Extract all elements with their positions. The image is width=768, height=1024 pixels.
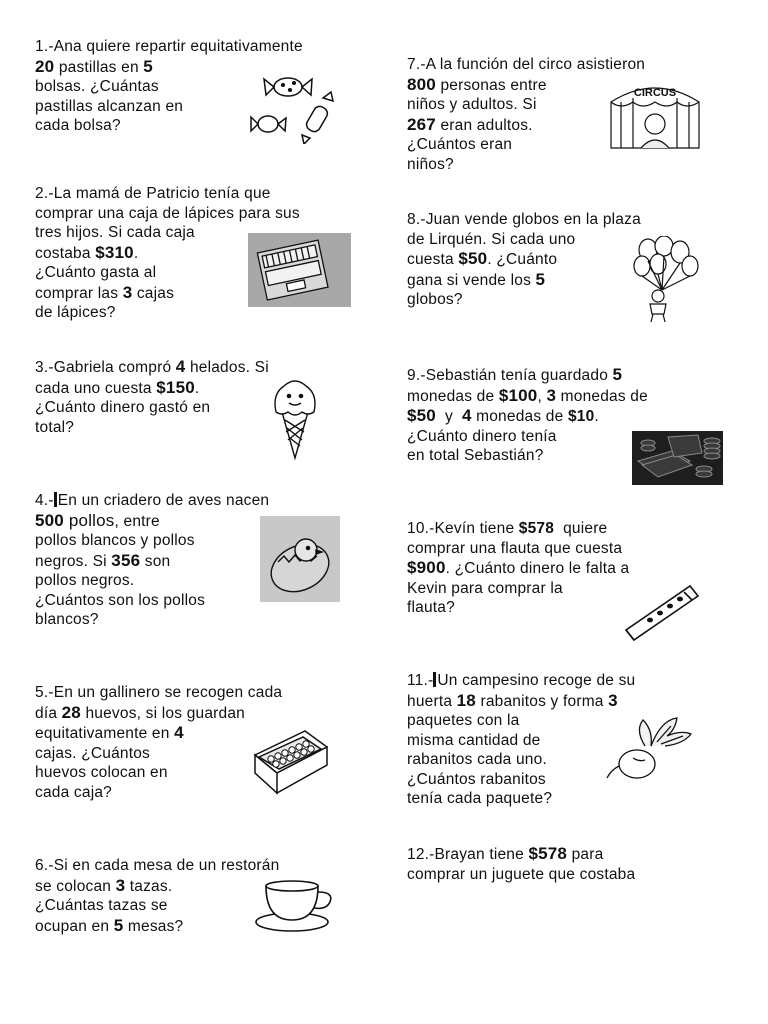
problem-text: 8.-Juan vende globos en la plaza <box>407 211 641 228</box>
egg-carton-icon <box>247 725 333 797</box>
problem-text: globos? <box>407 291 463 308</box>
problem-text: paquetes con la <box>407 712 520 729</box>
candies-icon <box>250 72 345 144</box>
problem-text: de lápices? <box>35 304 116 321</box>
number: 3 <box>122 282 133 302</box>
problem-6 <box>35 856 279 936</box>
problem-text: ¿Cuánto gasta al <box>35 264 157 281</box>
problem-text: rabanitos cada uno. <box>407 751 547 768</box>
circus-sign: CIRCUS <box>633 87 677 99</box>
flute-icon <box>620 578 702 642</box>
problem-text: pollos negros. <box>35 572 135 589</box>
problem-text: comprar una flauta que cuesta <box>407 539 623 557</box>
problem-text: día <box>35 704 62 722</box>
problem-text: . ¿Cuánto dinero le falta a <box>445 560 630 577</box>
problem-4 <box>35 491 269 630</box>
number: 3 <box>546 385 557 405</box>
number: $900 <box>407 558 446 577</box>
problem-3 <box>35 357 269 437</box>
problem-text: ¿Cuánto dinero tenía <box>407 427 557 445</box>
problem-9 <box>407 365 648 466</box>
number: 18 <box>456 690 476 710</box>
problem-text: de Lirquén. Si cada uno <box>407 230 576 248</box>
problem-text: se colocan <box>35 877 116 895</box>
problem-text: tres hijos. Si cada caja <box>35 224 195 241</box>
text-cursor-mark <box>54 492 57 507</box>
problem-text: Un campesino recoge de su <box>437 672 636 689</box>
problem-text: pollos <box>63 510 115 530</box>
number: 356 <box>111 550 141 570</box>
problem-text: niños? <box>407 155 454 173</box>
problem-text: pastillas en <box>54 58 144 76</box>
problem-text: son <box>140 552 171 570</box>
problem-text: flauta? <box>407 599 455 616</box>
problem-text: comprar las <box>35 284 123 302</box>
number: $310 <box>95 242 134 262</box>
number: 28 <box>61 702 81 722</box>
problem-text: cajas <box>132 284 175 302</box>
teacup-icon <box>252 876 338 934</box>
problem-text: personas entre <box>435 76 547 94</box>
problem-text: niños y adultos. Si <box>407 96 537 113</box>
problem-text: pollos blancos y pollos <box>35 532 195 549</box>
problem-text: cajas. ¿Cuántos <box>35 744 150 762</box>
problem-text: . <box>194 379 200 397</box>
problem-text: eran adultos. <box>435 116 533 134</box>
pencil-box-icon <box>248 233 351 307</box>
coins-icon <box>632 431 723 485</box>
problem-text: 12.-Brayan tiene <box>407 846 529 863</box>
number: 3 <box>608 690 618 710</box>
number: 267 <box>407 114 436 134</box>
problem-text: 3.-Gabriela compró <box>35 359 176 376</box>
problem-text: rabanitos y forma <box>475 692 609 710</box>
problem-text: cada uno cuesta <box>35 379 157 397</box>
problem-text: 10.-Kevín tiene <box>407 520 519 537</box>
problem-text: monedas de <box>556 387 648 405</box>
number: $150 <box>156 377 195 397</box>
number: 5 <box>535 269 546 289</box>
problem-text: mesas? <box>123 917 184 935</box>
problem-text: ¿Cuántos rabanitos <box>407 770 546 788</box>
problem-text: costaba <box>35 244 96 262</box>
problem-text: en total Sebastián? <box>407 447 544 464</box>
problem-text: total? <box>35 418 75 436</box>
problem-10 <box>407 519 629 618</box>
problem-text: tazas. <box>125 877 173 895</box>
problem-text: y <box>435 408 462 425</box>
number: $578 <box>518 520 555 537</box>
problem-text: . <box>594 408 599 425</box>
problem-text: pastillas alcanzan en <box>35 97 184 115</box>
problem-12 <box>407 844 635 884</box>
radish-icon <box>605 716 701 784</box>
problem-text: 4.- <box>35 492 54 509</box>
problem-text: , <box>537 387 547 405</box>
problem-text: cada caja? <box>35 783 112 801</box>
problem-text: negros. Si <box>35 552 112 570</box>
problem-text: 7.-A la función del circo asistieron <box>407 56 646 73</box>
number: 800 <box>407 74 436 94</box>
problem-text: ¿Cuántos son los pollos <box>35 591 206 609</box>
number: 5 <box>143 56 153 76</box>
number: 4 <box>175 357 186 376</box>
problem-text: ¿Cuántas tazas se <box>35 897 168 914</box>
problem-text: ¿Cuántos eran <box>407 136 513 153</box>
problem-text: helados. Si <box>185 359 269 376</box>
problem-text: monedas de <box>471 408 568 425</box>
problem-text: 9.-Sebastián tenía guardado <box>407 367 613 384</box>
problem-text: ocupan en <box>35 917 114 935</box>
problem-text: Kevin para comprar la <box>407 579 563 597</box>
problem-text: 11.- <box>407 672 434 689</box>
problem-text: huerta <box>407 692 457 710</box>
problem-text: huevos colocan en <box>35 764 168 781</box>
problem-text: misma cantidad de <box>407 731 541 749</box>
problem-text: equitativamente en <box>35 725 175 742</box>
number: $100 <box>498 385 538 405</box>
number: 3 <box>115 875 126 895</box>
circus-tent-icon <box>607 80 703 150</box>
problem-text: gana si vende los <box>407 271 536 289</box>
number: 500 <box>35 510 64 530</box>
problem-text: comprar una caja de lápices para sus <box>35 204 300 222</box>
problem-text: quiere <box>554 520 608 537</box>
problem-text: 2.-La mamá de Patricio tenía que <box>35 185 271 202</box>
number: 4 <box>461 406 472 425</box>
text-cursor-mark <box>433 672 436 687</box>
problem-text: . ¿Cuánto <box>487 251 558 268</box>
problem-text: cuesta <box>407 251 459 268</box>
problem-text: comprar un juguete que costaba <box>407 865 636 883</box>
problem-8 <box>407 210 641 310</box>
balloon-seller-icon <box>628 236 704 322</box>
number: $578 <box>528 844 568 863</box>
problem-text: tenía cada paquete? <box>407 790 553 807</box>
problem-text: 1.-Ana quiere repartir equitativamente <box>35 38 303 55</box>
problem-11 <box>407 671 635 809</box>
problem-text: En un criadero de aves nacen <box>57 492 270 509</box>
ice-cream-cone-icon <box>270 372 320 460</box>
problem-text: 5.-En un gallinero se recogen cada <box>35 684 283 701</box>
number: $50 <box>458 249 488 268</box>
problem-text: . <box>133 244 139 262</box>
problem-text: bolsas. ¿Cuántas <box>35 78 159 95</box>
problem-5 <box>35 683 282 802</box>
number: $10 <box>567 408 595 425</box>
number: 20 <box>35 56 55 76</box>
number: $50 <box>407 406 436 425</box>
problem-text: para <box>567 846 604 863</box>
problem-text: ¿Cuánto dinero gastó en <box>35 399 211 416</box>
problem-text: monedas de <box>407 387 499 405</box>
hatching-chick-icon <box>260 516 340 602</box>
problem-text: huevos, si los guardan <box>80 704 245 722</box>
number: 5 <box>612 365 623 384</box>
number: 5 <box>113 915 124 935</box>
problem-text: cada bolsa? <box>35 117 121 134</box>
number: 4 <box>174 723 184 742</box>
problem-text: blancos? <box>35 611 99 628</box>
problem-text: , entre <box>114 512 160 530</box>
problem-text: 6.-Si en cada mesa de un restorán <box>35 857 280 874</box>
